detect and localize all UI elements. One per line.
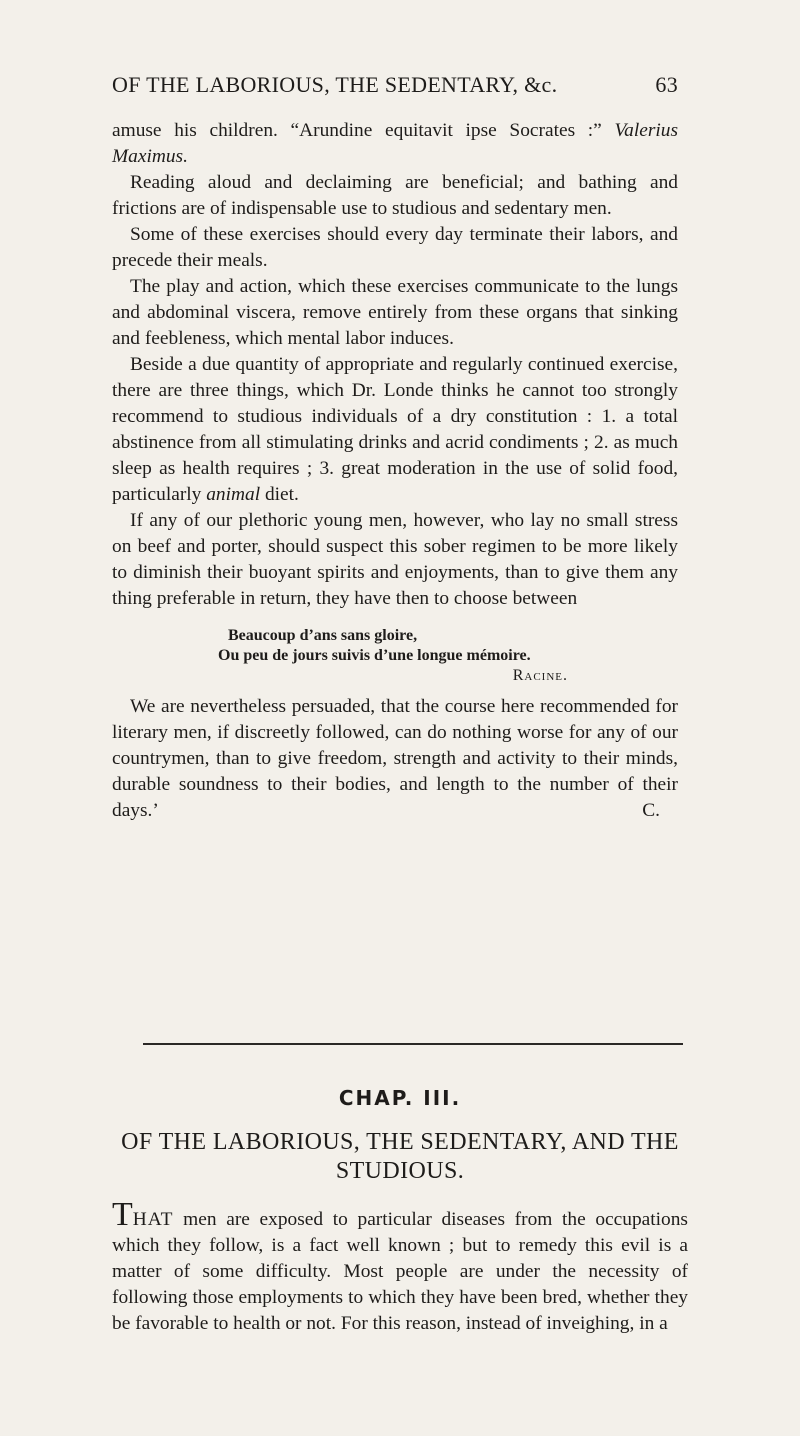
quote-attribution: Racine.: [512, 667, 568, 684]
drop-cap: T: [112, 1196, 133, 1233]
chapter-text: [112, 1196, 688, 1337]
paragraph-5-end: diet.: [264, 484, 299, 505]
chapter-title: OF THE LABORIOUS, THE SEDENTARY, AND THE STUDIOUS.: [121, 1129, 679, 1184]
paragraph-5-text: Beside a due quantity of appropriate and regularly continued exercise, there are three things, which Dr. Londe thinks he cannot too strongly recommend to studious individuals of a dry constitution : 1. a total abstinence from all stimulating drinks and acrid condiments ; 2. as much sleep as health requires ; 3. great moderation in the use of solid food, particularly: [112, 354, 678, 505]
running-title: OF THE LABORIOUS, THE SEDENTARY, &c.: [112, 72, 558, 97]
emphasis-animal: animal: [206, 484, 261, 505]
paragraph-2: Reading aloud and declaiming are beneficial; and bathing and frictions are of indispensable use to studious and sedentary men.: [112, 172, 678, 219]
quote-line-2: Ou peu de jours suivis d’une longue mémoire.: [218, 647, 531, 664]
citation-valerius: Valerius Maximus.: [112, 120, 678, 167]
verse-quote: [112, 626, 678, 686]
paragraph-7: [112, 694, 678, 824]
page-number: 63: [655, 72, 678, 97]
section-divider: [143, 1043, 683, 1045]
paragraph-6: If any of our plethoric young men, however, who lay no small stress on beef and porter, should suspect this sober regimen to be more likely to diminish their buoyant spirits and enjoyments, than to give them any thing preferable in return, they have then to choose between: [112, 510, 678, 609]
paragraph-3: Some of these exercises should every day terminate their labors, and precede their meals.: [112, 224, 678, 271]
chapter-paragraph-1: [112, 1196, 688, 1337]
signature-initial: C.: [642, 800, 660, 821]
paragraph-7-text: We are nevertheless persuaded, that the course here recommended for literary men, if discreetly followed, can do nothing worse for any of our countrymen, than to give freedom, strength and activity to their minds, durable soundness to their bodies, and length to the number of their days.’: [112, 696, 678, 821]
paragraph-5: [112, 352, 678, 508]
body-text: [112, 118, 678, 824]
chapter-paragraph-1-text: men are exposed to particular diseases from the occupations which they follow, is a fact well known ; but to remedy this evil is a matter of some difficulty. Most people are under the necessity of following those employments to which they have been bred, whether they be favorable to health or not. For this reason, instead of inveighing, in a: [112, 1209, 688, 1334]
chapter-label: CHAP. III.: [338, 1086, 462, 1110]
quote-line-1: Beaucoup d’ans sans gloire,: [228, 627, 418, 644]
paragraph-1-text: amuse his children. “Arundine equitavit ipse Socrates :”: [112, 120, 602, 141]
paragraph-4: The play and action, which these exercises communicate to the lungs and abdominal viscera, remove entirely from these organs that sinking and feebleness, which mental labor induces.: [112, 276, 678, 349]
paragraph-1: [112, 118, 678, 170]
opening-caps: HAT: [132, 1209, 174, 1230]
